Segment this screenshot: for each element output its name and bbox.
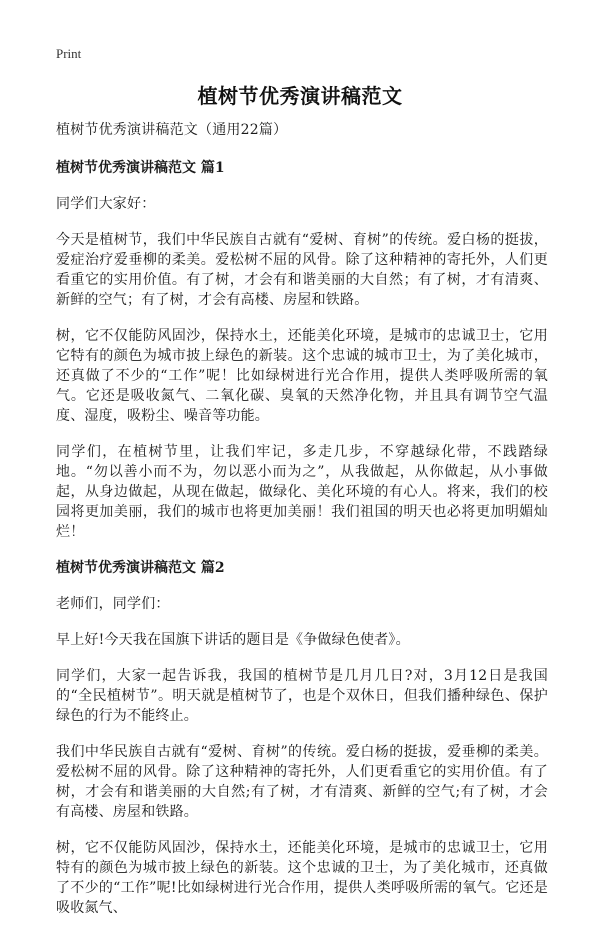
document-body xyxy=(56,120,548,934)
section-heading: 植树节优秀演讲稿范文 篇2 xyxy=(56,560,225,576)
paragraph: 同学们，在植树节里，让我们牢记，多走几步，不穿越绿化带，不践踏绿地。“勿以善小而不为，勿以恶小而为之”，从我做起，从你做起，从小事做起，从身边做起，从现在做起，做绿化、美化环境的有心人。将来，我们的校园将更加美丽，我们的城市也将更加美丽！我们祖国的明天也必将更加明媚灿烂！ xyxy=(56,444,548,540)
print-label: Print xyxy=(56,46,82,61)
section-2 xyxy=(56,558,548,918)
paragraph: 同学们大家好： xyxy=(56,196,156,212)
paragraph: 我们中华民族自古就有“爱树、育树”的传统。爱白杨的挺拔，爱垂柳的柔美。爱松树不屈的风骨。除了这种精神的寄托外，人们更看重它的实用价值。有了树，才会有和谐美丽的大自然;有了树，才有清爽、新鲜的空气;有了树，才会有高楼、房屋和铁路。 xyxy=(56,744,548,820)
paragraph: 树，它不仅能防风固沙，保持水土，还能美化环境，是城市的忠诚卫士，它用它特有的颜色为城市披上绿色的新装。这个忠诚的城市卫士，为了美化城市，还真做了不少的“工作”呢！比如绿树进行光合作用，提供人类呼吸所需的氧气。它还是吸收氮气、二氧化碳、臭氧的天然净化物，并且具有调节空气温度、湿度，吸粉尘、噪音等功能。 xyxy=(56,328,548,424)
paragraph: 今天是植树节，我们中华民族自古就有“爱树、育树”的传统。爱白杨的挺拔，爱症治疗爱垂柳的柔美。爱松树不屈的风骨。除了这种精神的寄托外，人们更看重它的实用价值。有了树，才会有和谐美丽的大自然；有了树，才有清爽、新鲜的空气；有了树，才会有高楼、房屋和铁路。 xyxy=(56,232,548,308)
document-title: 植树节优秀演讲稿范文 xyxy=(197,84,403,108)
document-subtitle: 植树节优秀演讲稿范文（通用22篇） xyxy=(56,122,288,138)
section-heading: 植树节优秀演讲稿范文 篇1 xyxy=(56,160,225,176)
paragraph: 老师们，同学们： xyxy=(56,596,170,612)
paragraph: 同学们，大家一起告诉我，我国的植树节是几月几日?对，3月12日是我国的“全民植树节”。明天就是植树节了，也是个双休日，但我们播种绿色、保护绿色的行为不能终止。 xyxy=(56,668,548,724)
paragraph: 早上好!今天我在国旗下讲话的题目是《争做绿色使者》。 xyxy=(56,632,410,648)
paragraph: 树，它不仅能防风固沙，保持水土，还能美化环境，是城市的忠诚卫士，它用特有的颜色为城市披上绿色的新装。这个忠诚的卫士，为了美化城市，还真做了不少的“工作”呢!比如绿树进行光合作用，提供人类呼吸所需的氧气。它还是吸收氮气、 xyxy=(56,840,548,916)
section-1 xyxy=(56,158,548,542)
